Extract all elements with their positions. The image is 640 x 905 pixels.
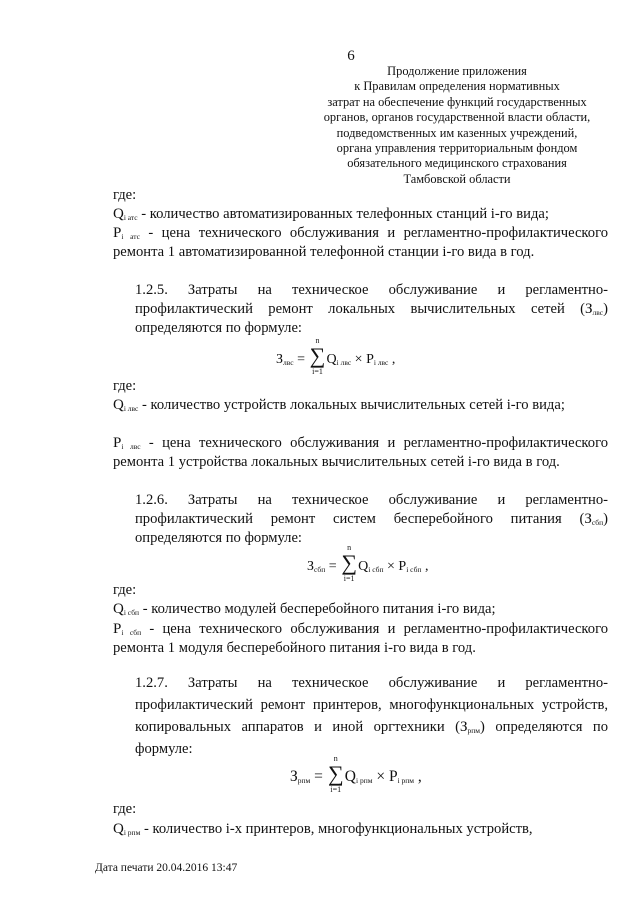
header-line: к Правилам определения нормативных xyxy=(354,79,560,94)
formula-times: × xyxy=(351,352,367,367)
formula-lhs: З xyxy=(276,352,284,367)
definition-p-sbp xyxy=(113,620,608,658)
symbol-p: P xyxy=(113,225,122,241)
sigma-glyph: ∑ xyxy=(327,761,344,786)
definition-text: - цена технического обслуживания и регламентно-профилактического ремонта 1 автоматизированной телефонной станции i-го вида в год. xyxy=(113,225,608,260)
formula-p-subscript: i рпм xyxy=(397,776,415,785)
symbol-subscript: i сбп xyxy=(121,628,142,637)
formula-lhs-subscript: рпм xyxy=(297,776,311,785)
symbol-q: Q xyxy=(113,821,124,837)
formula-times: × xyxy=(372,768,389,785)
formula-p-subscript: i лвс xyxy=(373,358,389,367)
formula-p: P xyxy=(366,352,374,367)
header-line: затрат на обеспечение функций государственных xyxy=(327,94,587,109)
symbol-subscript: рпм xyxy=(467,726,481,735)
sum-symbol xyxy=(309,336,326,376)
sum-lower-limit: i=1 xyxy=(312,367,323,376)
symbol-subscript: i атс xyxy=(121,232,140,241)
definition-text: - количество устройств локальных вычислительных сетей i-го вида; xyxy=(138,397,565,413)
appendix-header xyxy=(292,64,622,187)
sum-upper-limit: n xyxy=(347,543,352,552)
formula-rpm xyxy=(290,754,422,794)
formula-lhs-subscript: сбп xyxy=(314,565,326,574)
formula-q-subscript: i лвс xyxy=(336,358,352,367)
symbol-q: Q xyxy=(113,206,124,222)
where-label: где: xyxy=(113,378,137,394)
symbol-z: З xyxy=(585,301,593,317)
formula-q: Q xyxy=(358,559,369,574)
sum-symbol xyxy=(341,543,358,583)
header-line: органов, органов государственной власти области, xyxy=(323,110,591,125)
definition-p-ats xyxy=(113,224,608,262)
symbol-subscript: i лвс xyxy=(123,404,139,413)
formula-times: × xyxy=(383,559,399,574)
sigma-glyph: ∑ xyxy=(341,550,358,575)
symbol-subscript: i лвс xyxy=(121,442,141,451)
sum-lower-limit: i=1 xyxy=(330,785,342,794)
sum-lower-limit: i=1 xyxy=(343,574,355,583)
definition-q-sbp xyxy=(113,600,608,619)
definition-text: - количество автоматизированных телефонных станций i-го вида; xyxy=(137,206,549,222)
formula-q-subscript: i рпм xyxy=(355,776,373,785)
sigma-glyph: ∑ xyxy=(309,343,326,368)
formula-equals: = xyxy=(310,768,327,785)
header-line: обязательного медицинского страхования xyxy=(347,156,567,171)
header-line: органа управления территориальным фондом xyxy=(336,141,578,156)
symbol-q: Q xyxy=(113,397,124,413)
symbol-subscript: i сбп xyxy=(123,608,140,617)
symbol-subscript: лвс xyxy=(592,308,604,317)
print-date-footer: Дата печати 20.04.2016 13:47 xyxy=(95,862,238,874)
definition-q-lvs xyxy=(113,396,608,415)
symbol-z: З xyxy=(584,511,592,527)
formula-lhs: З xyxy=(307,559,315,574)
formula-lvs xyxy=(276,336,396,376)
header-line: Тамбовской области xyxy=(403,171,511,186)
symbol-subscript: сбп xyxy=(591,518,604,527)
header-line: Продолжение приложения xyxy=(387,64,527,78)
paragraph-text: 1.2.7. Затраты на техническое обслуживание и регламентно-профилактический ремонт принтеров, многофункциональных устройств, копировальных аппаратов и иной оргтехники ( xyxy=(135,675,608,735)
definition-text: - количество модулей бесперебойного питания i-го вида; xyxy=(139,601,496,617)
definition-text: - количество i-х принтеров, многофункциональных устройств, xyxy=(140,821,533,837)
header-line: подведомственных им казенных учреждений, xyxy=(336,125,578,140)
symbol-p: P xyxy=(113,621,122,637)
where-label: где: xyxy=(113,801,137,817)
sum-upper-limit: n xyxy=(333,754,338,763)
paragraph-1-2-7 xyxy=(113,672,608,760)
paragraph-tail: ) определяются по формуле: xyxy=(135,301,608,336)
formula-q: Q xyxy=(326,352,337,367)
definition-q-ats xyxy=(113,205,608,224)
page-number: 6 xyxy=(347,48,355,64)
symbol-p: P xyxy=(113,435,122,451)
formula-q: Q xyxy=(344,768,356,785)
paragraph-text: 1.2.6. Затраты на техническое обслуживание и регламентно-профилактический ремонт систем бесперебойного питания ( xyxy=(135,492,608,527)
definition-p-lvs xyxy=(113,434,608,472)
sum-upper-limit: n xyxy=(315,336,320,345)
paragraph-text: 1.2.5. Затраты на техническое обслуживание и регламентно-профилактический ремонт локальных вычислительных сетей ( xyxy=(135,282,608,317)
formula-equals: = xyxy=(325,559,341,574)
formula-end: , xyxy=(421,559,429,574)
formula-p: P xyxy=(398,559,407,574)
formula-p: P xyxy=(388,768,398,785)
formula-sbp xyxy=(307,543,429,583)
symbol-subscript: i атс xyxy=(123,213,138,222)
symbol-q: Q xyxy=(113,601,124,617)
paragraph-1-2-5 xyxy=(113,281,608,338)
formula-q-subscript: i сбп xyxy=(368,565,384,574)
formula-end: , xyxy=(414,768,422,785)
formula-lhs-subscript: лвс xyxy=(283,358,294,367)
paragraph-1-2-6 xyxy=(113,491,608,548)
formula-equals: = xyxy=(293,352,309,367)
paragraph-tail: ) определяются по формуле: xyxy=(135,511,608,546)
symbol-subscript: i рпм xyxy=(123,828,141,837)
where-label: где: xyxy=(113,187,137,203)
definition-q-rpm xyxy=(113,820,608,839)
formula-end: , xyxy=(388,352,396,367)
paragraph-tail: ) определяются по формуле: xyxy=(135,719,608,757)
definition-text: - цена технического обслуживания и регламентно-профилактического ремонта 1 устройства локальных вычислительных сетей i-го вида в год. xyxy=(113,435,608,470)
symbol-z: З xyxy=(460,719,468,735)
formula-lhs: З xyxy=(290,768,298,785)
formula-p-subscript: i сбп xyxy=(406,565,422,574)
where-label: где: xyxy=(113,582,137,598)
sum-symbol xyxy=(327,754,344,794)
definition-text: - цена технического обслуживания и регламентно-профилактического ремонта 1 модуля бесперебойного питания i-го вида в год. xyxy=(113,621,608,656)
